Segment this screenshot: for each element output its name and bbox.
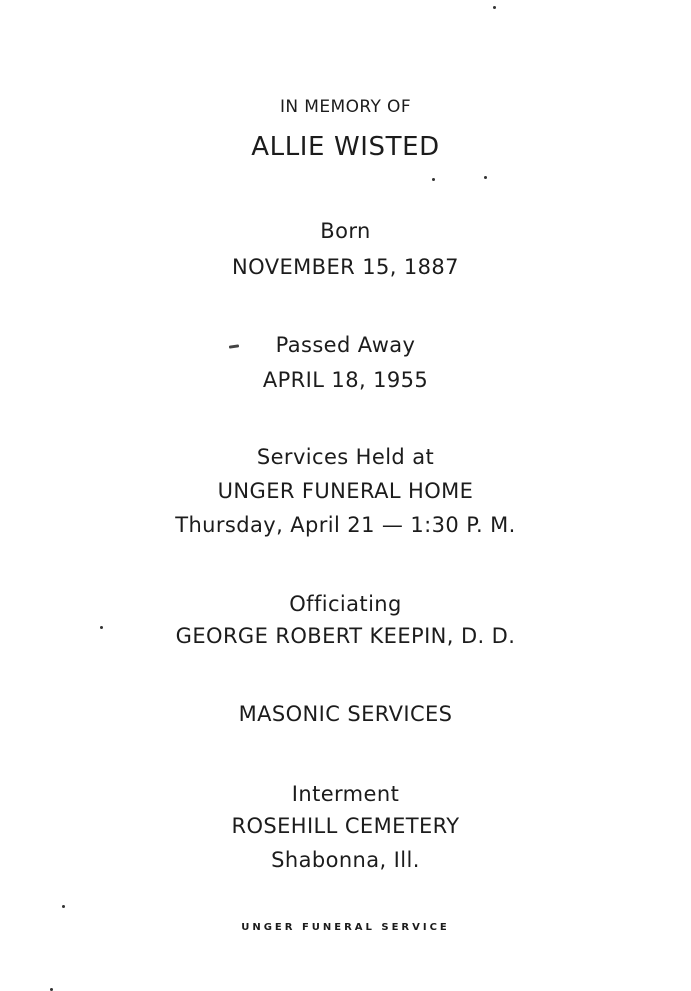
passed-label: Passed Away <box>275 333 416 357</box>
interment-label: Interment <box>291 782 400 806</box>
deceased-name: ALLIE WISTED <box>251 132 440 162</box>
speck <box>484 176 487 179</box>
speck <box>62 905 65 908</box>
born-label: Born <box>320 219 371 243</box>
speck <box>432 178 435 181</box>
service-time: Thursday, April 21 — 1:30 P. M. <box>175 513 516 537</box>
heading: IN MEMORY OF <box>279 97 412 117</box>
cemetery-location: Shabonna, Ill. <box>271 848 420 872</box>
speck <box>100 626 103 629</box>
cemetery-name: ROSEHILL CEMETERY <box>231 814 460 838</box>
speck <box>493 6 496 9</box>
footer-imprint: UNGER FUNERAL SERVICE <box>241 922 450 933</box>
passed-date: APRIL 18, 1955 <box>262 368 429 392</box>
funeral-home: UNGER FUNERAL HOME <box>217 479 474 503</box>
services-label: Services Held at <box>256 445 435 469</box>
officiant-name: GEORGE ROBERT KEEPIN, D. D. <box>175 624 516 648</box>
born-date: NOVEMBER 15, 1887 <box>232 255 459 279</box>
officiating-label: Officiating <box>289 592 402 616</box>
masonic-services: MASONIC SERVICES <box>238 702 453 726</box>
